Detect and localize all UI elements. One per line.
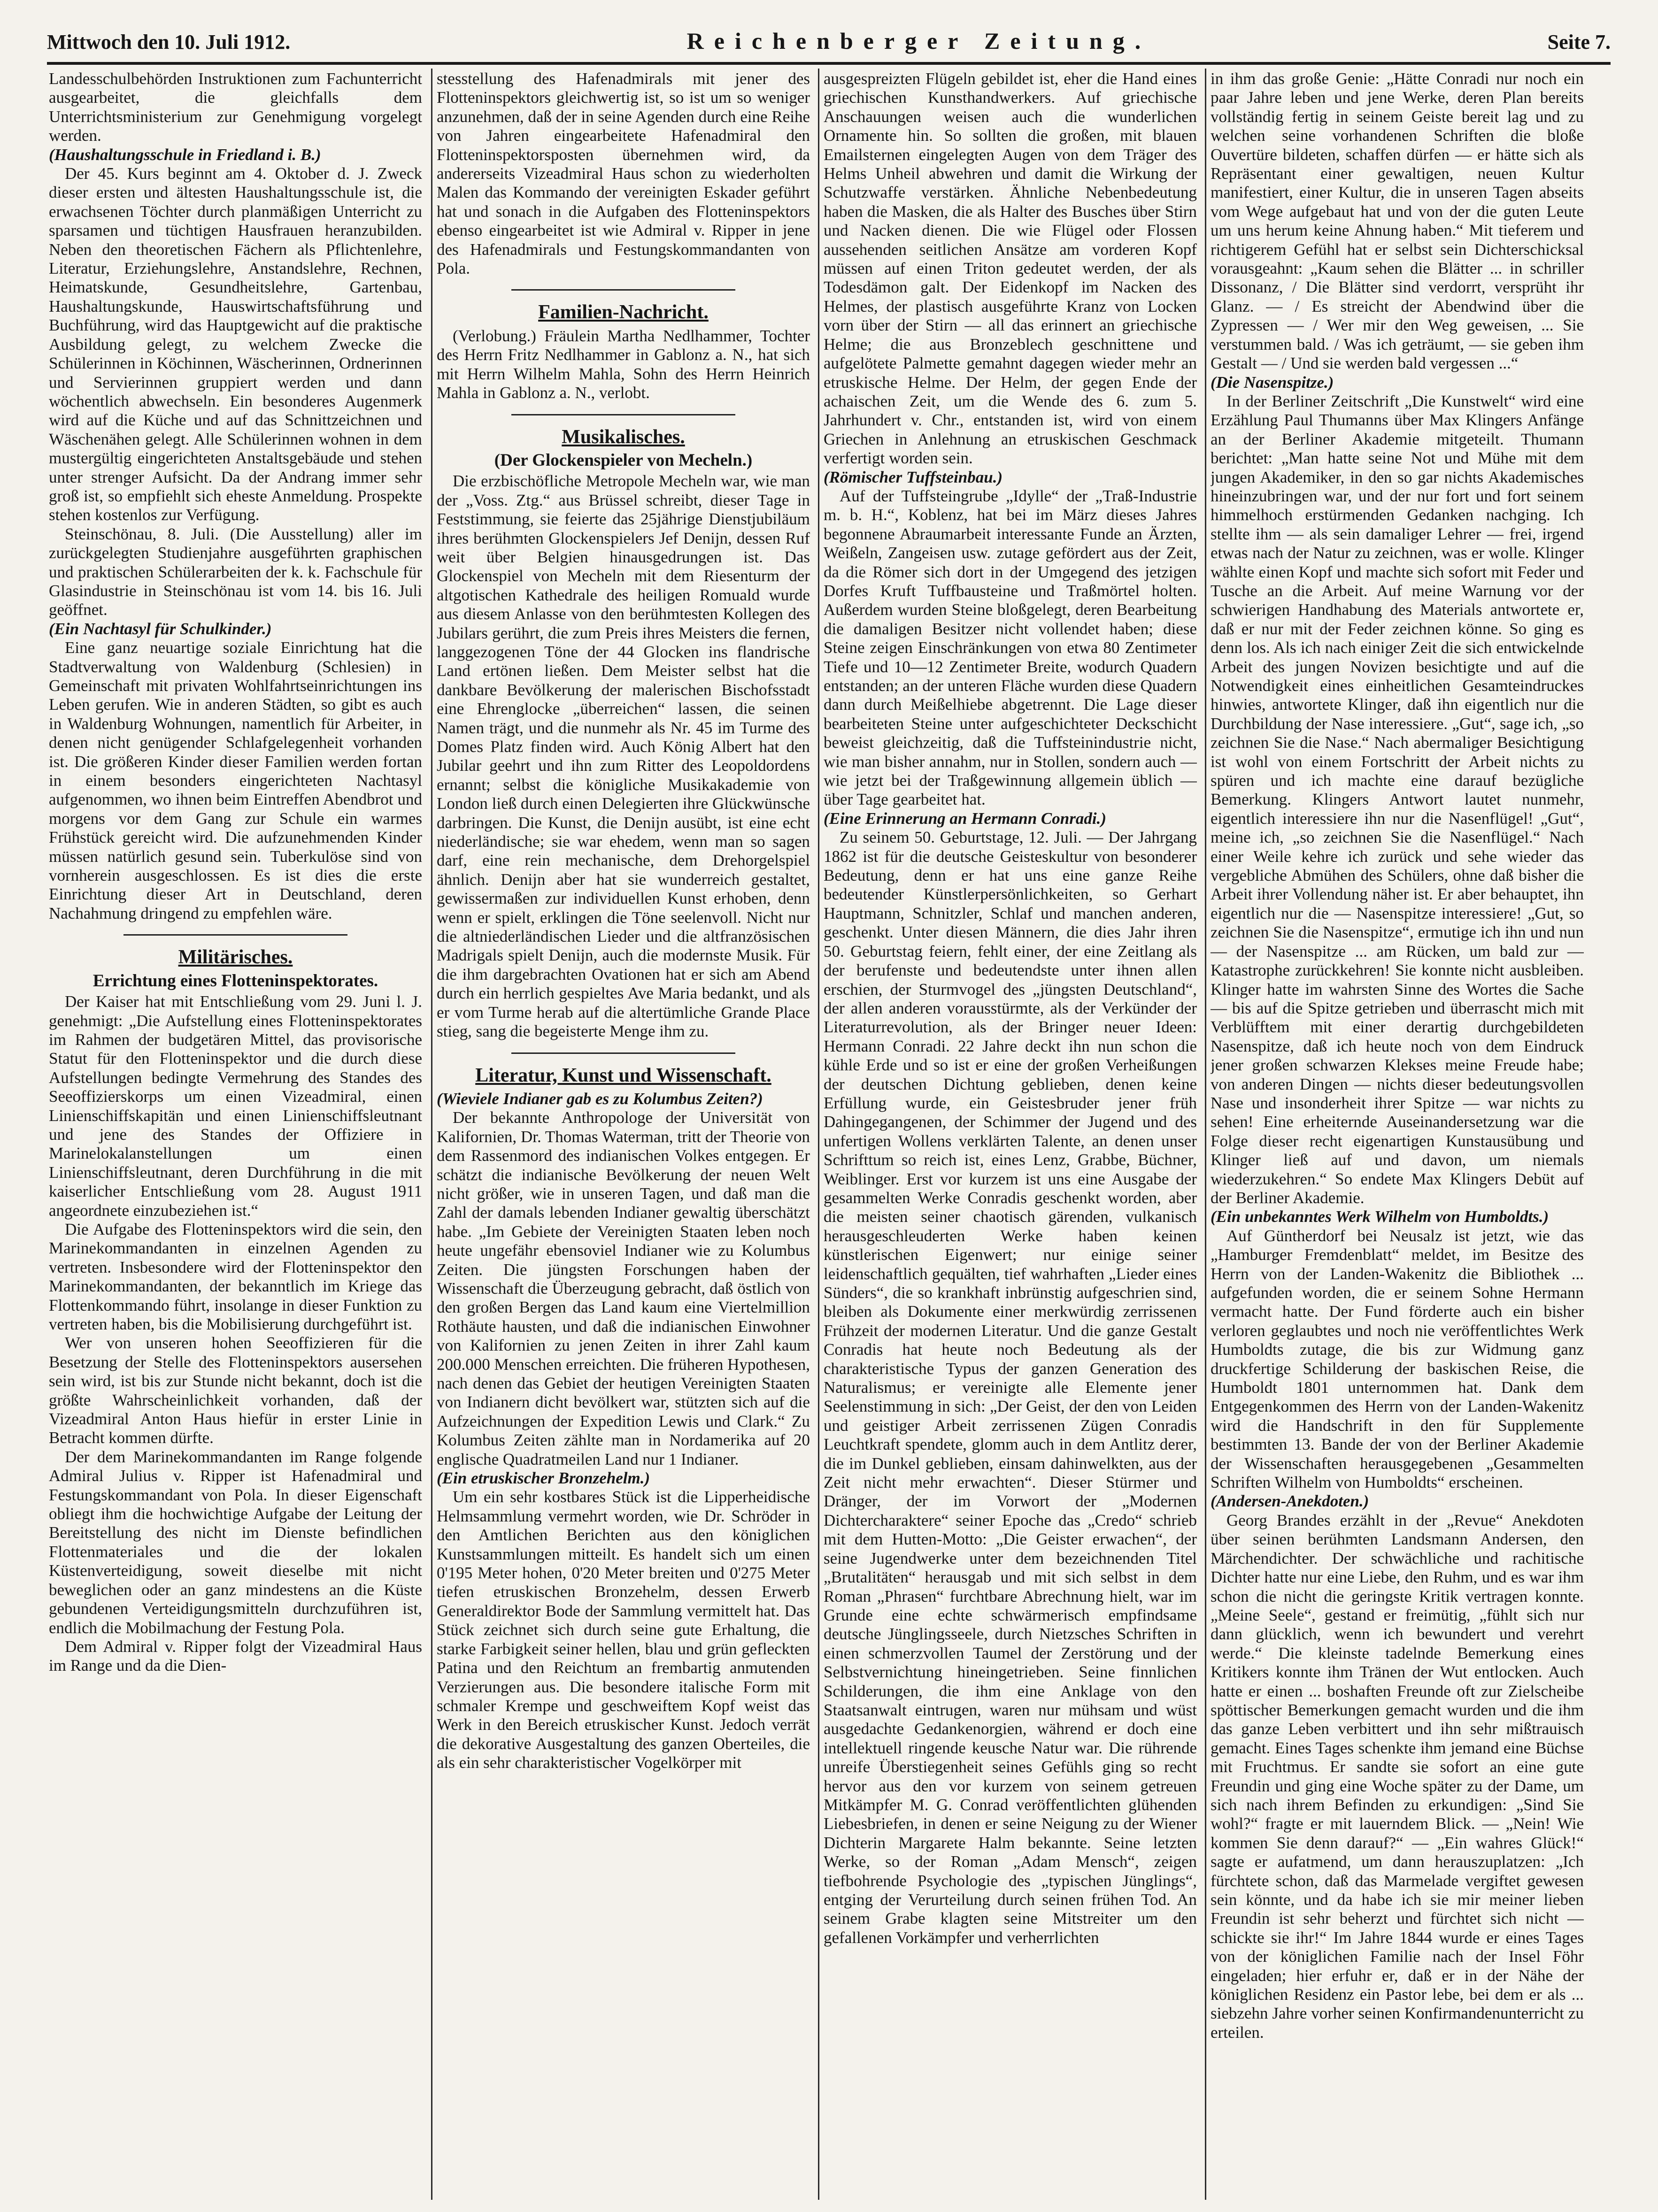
article-headline: Errichtung eines Flotteninspektorates. — [93, 971, 378, 991]
article-text: in ihm das große Genie: „Hätte Conradi nur noch ein paar Jahre leben und jene Werke, deren Plan bereits vollständig fertig in seinem Geiste bereit lag und zu welchen seine vorhandenen Schriften die bloße Ouvertüre bildeten, schaffen dürfen — er hätte sich als Repräsentant einer gewaltigen, neuen Kultur manifestiert, einer Kultur, die in unseren Tagen abseits vom Wege aufgebaut hat und von der die guten Leute um uns herum keine Ahnung haben.“ Mit tieferem und richtigerem Gefühl hat er selbst sein Dichterschicksal vorausgeahnt: „Kaum sehen die Blätter ... in schriller Dissonanz, / Die Blätter sind verdorrt, versprüht ihr Glanz. — / Es streicht der Abendwind über die Zypressen — / Wer mir den Weg geweisen, ... Sie verstummen bald. / Was ich geträumt, — sie geben ihm Gestalt — / Und sie werden bald vergessen ...“ — [1211, 69, 1584, 373]
article-title: (Eine Erinnerung an Hermann Conradi.) — [824, 809, 1106, 828]
newspaper-title: Reichenberger Zeitung. — [686, 28, 1151, 54]
column-1 — [49, 69, 422, 2196]
issue-date: Mittwoch den 10. Juli 1912. — [47, 31, 291, 54]
article-text: Georg Brandes erzählt in der „Revue“ Anekdoten über seinen berühmten Landsmann Andersen, den Märchendichter. Der schwächliche und rachitische Dichter hatte nur eine Liebe, den Ruhm, und es war ihm schon die nicht die geringste Kritik vertragen konnte. „Meine Seele“, gestand er freimütig, „fühlt sich nur dann glücklich, wenn ich bewundert und verehrt werde.“ Die kleinste tadelnde Bemerkung eines Kritikers konnte ihm Tränen der Wut entlocken. Auch hatte er einen ... boshaften Freunde oft zur Zielscheibe spöttischer Bemerkungen gemacht wurden und die ihm das ganze Leben verbittert und ihn sehr mißtrauisch gemacht. Eines Tages schenkte ihm jemand eine Büchse mit Fruchtmus. Er sandte sie sofort an eine gute Freundin und ging eine Woche später zu der Dame, um sich nach ihrem Befinden zu erkundigen: „Sind Sie wohl?“ fragte er mit lauerndem Blick. — „Nein! Wie kommen Sie denn darauf?“ — „Ein wahres Glück!“ sagte er aufatmend, um dann herauszuplatzen: „Ich fürchtete schon, daß das Marmelade vergiftet gewesen sein könnte, und da habe ich sie mir meiner lieben Freundin ist sehr beherzt und fürchtet sich nicht — schickte sie ihr!“ Im Jahre 1844 wurde er eines Tages von der königlichen Familie nach der Insel Föhr eingeladen; hier erfuhr er, daß er in der Nähe der königlichen Residenz ein Pastor lebe, bei dem er als ... siebzehn Jahre vorher seinen Konfirmandenunterricht zu erteilen. — [1211, 1511, 1584, 2042]
article-title: (Ein etruskischer Bronzehelm.) — [437, 1469, 650, 1488]
article-text: Eine ganz neuartige soziale Einrichtung hat die Stadtverwaltung von Waldenburg (Schlesien) in Gemeinschaft mit privaten Wohlfahrtseinrichtungen ins Leben gerufen. Wie in anderen Städten, so gibt es auch in Waldenburg Wohnungen, namentlich für Arbeiter, in denen nicht genügender Schlafgelegenheit vorhanden ist. Die größeren Kinder dieser Familien werden fortan in einem besonders eingerichteten Nachtasyl aufgenommen, wo ihnen beim Eintreffen Abendbrot und morgens vor dem Gang zur Schule ein warmes Frühstück gereicht wird. Die aufzunehmenden Kinder müssen natürlich gesund sein. Tuberkulöse sind von vornherein ausgeschlossen. Es ist dies die erste Einrichtung dieser Art in Deutschland, deren Nachahmung dringend zu empfehlen wäre. — [49, 638, 422, 922]
article-text: Der dem Marinekommandanten im Range folgende Admiral Julius v. Ripper ist Hafenadmiral und Festungskommandant von Pola. In dieser Eigenschaft obliegt ihm die hochwichtige Aufgabe der Leitung der Bereitstellung des nicht im Dienste befindlichen Flottenmateriales und die der lokalen Küstenverteidigung, soweit dieselbe mit nicht beweglichen oder an ganz mindestens an die Küste gebundenen Verteidigungsmitteln durchzuführen ist, endlich die Mobilmachung der Festung Pola. — [49, 1447, 422, 1637]
article-text: stesstellung des Hafenadmirals mit jener des Flotteninspektors gleichwertig ist, so ist um so weniger anzunehmen, daß der in seine Agenden durch eine Reihe von Jahren eingearbeitete Hafenadmiral den Flotteninspektorsposten übernehmen wird, da andererseits Vizeadmiral Haus schon zu wiederholten Malen das Kommando der vereinigten Eskader geführt hat und sonach in die Aufgaben des Flotteninspektors ebenso eingearbeitet ist wie Admiral v. Ripper in jene des Hafenadmirals und Festungskommandanten von Pola. — [437, 69, 810, 278]
column-3 — [824, 69, 1197, 2196]
article-text: Die erzbischöfliche Metropole Mecheln war, wie man der „Voss. Ztg.“ aus Brüssel schreibt, dieser Tage in Feststimmung, sie feierte das 25jährige Dienstjubiläum ihres berühmten Glockenspielers Jef Denijn, dessen Ruf weit über Belgien hinausgedrungen ist. Das Glockenspiel von Mecheln mit dem Riesenturm der altgotischen Kathedrale des heiligen Romuald wurde aus diesem Anlasse von den berühmtesten Kollegen des Jubilars gerührt, die zum Preis ihres Meisters die fernen, langgezogenen Töne der 44 Glocken ins flandrische Land ertönen ließen. Dem Meister selbst hat die dankbare Bevölkerung der malerischen Bischofsstadt eine Ehrenglocke „überreichen“ lassen, die seinen Namen trägt, und die nunmehr als Nr. 45 im Turme des Domes Platz finden wird. Auch König Albert hat den Jubilar geehrt und ihn zum Ritter des Leopoldordens ernannt; selbst die königliche Musikakademie von London ließ durch einen Delegierten ihre Glückwünsche darbringen. Die Kunst, die Denijn ausübt, ist eine echt niederländische; sie war ehedem, wenn man so sagen darf, eine rein mechanische, dem Drehorgelspiel ähnlich. Denijn aber hat sie wunderreich gestaltet, gewissermaßen zur individuellen Kunst erhoben, denn wenn er spielt, erklingen die Töne seelenvoll. Nicht nur die altniederländischen Lieder und die altfranzösischen Madrigals spielt Denijn, auch die modernste Musik. Für die ihm dargebrachten Ovationen hat er sich am Abend durch ein herrlich gespieltes Ave Maria bedankt, und als er vom Turme herab auf die altertümliche Grande Place stieg, sang die begeisterte Menge ihm zu. — [437, 472, 810, 1041]
masthead — [47, 27, 1611, 60]
column-2 — [437, 69, 810, 2196]
section-heading-literature: Literatur, Kunst und Wissenschaft. — [475, 1064, 771, 1086]
section-rule — [511, 1052, 735, 1054]
section-heading-military: Militärisches. — [178, 946, 293, 968]
page-number: Seite 7. — [1547, 31, 1611, 54]
masthead-rule — [47, 62, 1611, 65]
article-text: Dem Admiral v. Ripper folgt der Vizeadmiral Haus im Range und da die Dien- — [49, 1637, 422, 1675]
article-text: ausgespreizten Flügeln gebildet ist, eher die Hand eines griechischen Kunsthandwerkers. Auf griechische Anschauungen weisen auch die wunderlichen Ornamente hin. So sollten die großen, mit blauen Emailsternen eingelegten Augen von dem Träger des Helms Unheil abwehren und damit die Wirkung der Schutzwaffe verstärken. Ähnliche Nebenbedeutung haben die Masken, die als Halter des Busches über Stirn und Nacken dienen. Die wie Flügel oder Flossen aussehenden seitlichen Ansätze am vorderen Kopf müssen auf einen Triton gedeutet werden, der als Todesdämon galt. Der Eidenkopf im Nacken des Helmes, der plastisch ausgeführte Kranz von Locken vorn über der Stirn — all das erinnert an griechische Helme; die aus Bronzeblech geschnittene und aufgelötete Palmette gemahnt dagegen wieder mehr an etruskische Helme. Der Helm, der gegen Ende der achaischen Zeit, um die Wende des 6. zum 5. Jahrhundert v. Chr., entstanden ist, wird von einem Griechen in Anlehnung an etruskischen Geschmack verfertigt worden sein. — [824, 69, 1197, 468]
column-4 — [1211, 69, 1584, 2196]
section-rule — [511, 289, 735, 291]
article-text: Steinschönau, 8. Juli. (Die Ausstellung) aller im zurückgelegten Studienjahre ausgeführten graphischen und praktischen Schülerarbeiten der k. k. Fachschule für Glasindustrie in Steinschönau ist vom 14. bis 16. Juli geöffnet. — [49, 524, 422, 619]
article-title: (Ein Nachtasyl für Schulkinder.) — [49, 619, 272, 638]
article-headline: (Der Glockenspieler von Mecheln.) — [494, 450, 753, 470]
article-title: (Andersen-Anekdoten.) — [1211, 1492, 1369, 1511]
article-text: (Verlobung.) Fräulein Martha Nedlhammer, Tochter des Herrn Fritz Nedlhammer in Gablonz a. N., hat sich mit Herrn Wilhelm Mahla, Sohn des Herrn Heinrich Mahla in Gablonz a. N., verlobt. — [437, 326, 810, 402]
article-title: (Die Nasenspitze.) — [1211, 373, 1334, 392]
article-text: Auf Güntherdorf bei Neusalz ist jetzt, wie das „Hamburger Fremdenblatt“ meldet, im Besitze des Herrn von der Landen-Wakenitz die Bibliothek ... aufgefunden worden, die er seinem Sohne Hermann vermacht hatte. Der Fund förderte auch ein bisher verloren geglaubtes und noch nie veröffentlichtes Werk Humboldts zutage, die bis zur Widmung ganz druckfertige Schilderung der baskischen Reise, die Humboldt 1801 unternommen hat. Dank dem Entgegenkommen des Herrn von der Landen-Wakenitz wird die Handschrift in den für Supplemente bestimmten 13. Bande der von der Berliner Akademie der Wissenschaften herausgegebenen „Gesammelten Schriften Wilhelm von Humboldts“ erscheinen. — [1211, 1226, 1584, 1492]
article-text: Der bekannte Anthropologe der Universität von Kalifornien, Dr. Thomas Waterman, tritt der Theorie von dem Rassenmord des indianischen Volkes entgegen. Er schätzt die indianische Bevölkerung der neuen Welt nicht größer, wie in unseren Tagen, und daß man die Zahl der damals lebenden Indianer gewaltig überschätzt habe. „Im Gebiete der Vereinigten Staaten leben noch heute ungefähr ebensoviel Indianer wie zu Kolumbus Zeiten. Die jüngsten Forschungen haben der Wissenschaft die Überzeugung gebracht, daß östlich von den großen Bergen das Land kaum eine Viertelmillion Rothäute hausten, und daß die indianischen Einwohner von Kalifornien zu jenen Zeiten in ihrer Zahl kaum 200.000 Menschen erreichten. Die früheren Hypothesen, nach denen das Gebiet der heutigen Vereinigten Staaten von Indianern dicht bevölkert war, stützten sich auf die Aufzeichnungen der Expedition Lewis und Clark.“ Zu Kolumbus Zeiten zählte man in Nordamerika auf 20 englische Quadratmeilen Land nur 1 Indianer. — [437, 1108, 810, 1468]
section-heading-family: Familien-Nachricht. — [538, 301, 709, 323]
article-title: (Wieviele Indianer gab es zu Kolumbus Zeiten?) — [437, 1089, 763, 1108]
article-text: Die Aufgabe des Flotteninspektors wird die sein, den Marinekommandanten in einzelnen Agenden zu vertreten. Insbesondere wird der Flotteninspektor den Marinekommandanten, der bekanntlich im Kriege das Flottenkommando führt, insolange in dieser Funktion zu vertreten haben, bis die Mobilisierung durchgeführt ist. — [49, 1220, 422, 1333]
column-divider — [431, 69, 432, 2200]
article-text: In der Berliner Zeitschrift „Die Kunstwelt“ wird eine Erzählung Paul Thumanns über Max Klingers Anfänge an der Berliner Akademie mitgeteilt. Thumann berichtet: „Man hatte seine Not und Mühe mit dem jungen Akademiker, in den so gar nichts Akademisches hineinzubringen war, und der nur fort und fort seinem himmelhoch erstürmenden Gedanken nachging. Ich stellte ihm — als sein damaliger Lehrer — frei, irgend etwas nach der Natur zu zeichnen, was er wolle. Klinger wählte einen Kopf und machte sich sofort mit Feder und Tusche an die Arbeit. Auf meine Warnung vor der schwierigen Handhabung des Materials antwortete er, daß er nur mit der Feder zeichnen könne. So ging es denn los. Als ich nach einiger Zeit die sich entwickelnde Arbeit des jungen Novizen besichtigte und auf die Notwendigkeit eines einheitlichen Gesamteindruckes hinwies, antwortete Klinger, daß ihn eigentlich nur die Durchbildung der Nase interessiere. „Gut“, sage ich, „so zeichnen Sie die Nase.“ Nach abermaliger Besichtigung ist wohl von einem Fortschritt der Arbeit nichts zu spüren und ich machte eine darauf bezügliche Bemerkung. Klingers Antwort lautet nunmehr, eigentlich interessiere ihn nur die Nasenflügel! „Gut“, meine ich, „so zeichnen Sie die Nasenflügel.“ Nach einer Weile kehre ich zurück und sehe wieder das vergebliche Abmühen des Schülers, ohne daß bisher die Arbeit ihrer Vollendung näher ist. Er aber behauptet, ihn eigentlich nur die — Nasenspitze interessiere! „Gut, so zeichnen Sie die Nasenspitze“, ermutige ich ihn und nun — der Nasenspitze ... am Rücken, um bald zur — Katastrophe zurückkehren! Sie konnte nicht ausbleiben. Klinger hatte im wahrsten Sinne des Wortes die Sache — bis auf die Spitze getrieben und überrascht mich mit Verblüfftem mit einer derartig durchgebildeten Nasenspitze, daß ich heute noch von dem Eindruck jener großen schwarzen Klekses meine Freude habe; von anderen Dingen — nichts dieser bedeutungsvollen Nase und insonderheit ihrer Spitze — war nichts zu sehen! Eine erheiternde Auseinandersetzung war die Folge dieser recht eigenartigen Kunstausübung und Klinger ließ auf und davon, um niemals wiederzukehren.“ So endete Max Klingers Debüt auf der Berliner Akademie. — [1211, 392, 1584, 1207]
section-heading-music: Musikalisches. — [562, 426, 685, 448]
article-text: Wer von unseren hohen Seeoffizieren für die Besetzung der Stelle des Flotteninspektors ausersehen sein wird, ist bis zur Stunde nicht bekannt, doch ist die größte Wahrscheinlichkeit vorhanden, daß der Vizeadmiral Anton Haus hiefür in erster Linie in Betracht kommen dürfte. — [49, 1334, 422, 1447]
column-divider — [818, 69, 819, 2200]
article-text: Landesschulbehörden Instruktionen zum Fachunterricht ausgearbeitet, die gleichfalls dem Unterrichtsministerium zur Genehmigung vorgelegt werden. — [49, 69, 422, 145]
article-text: Zu seinem 50. Geburtstage, 12. Juli. — Der Jahrgang 1862 ist für die deutsche Geisteskultur von besonderer Bedeutung, denn er hat uns eine ganze Reihe bedeutender Künstlerpersönlichkeiten, so Gerhart Hauptmann, Schnitzler, Schlaf und manchen anderen, geschenkt. Unter diesen Männern, die dies Jahr ihren 50. Geburtstag feiern, fehlt einer, der eine Zeitlang als der berufenste und bedeutendste unter ihnen allen erschien, der Sturmvogel des „jüngsten Deutschland“, der allen anderen vorausstürmte, als der Verkünder der Literaturrevolution, als der Bringer neuer Ideen: Hermann Conradi. 22 Jahre deckt ihn nun schon die kühle Erde und so ist er eine der großen Verheißungen der deutschen Dichtung geblieben, denen keine Erfüllung wurde, ein Geistesbruder jener früh Dahingegangenen, der Schimmer der Jugend und des unfertigen Wollens verklärten Talente, an denen unser Schrifttum so reich ist, eines Lenz, Grabbe, Büchner, Weiblinger. Erst vor kurzem ist uns eine Ausgabe der gesammelten Werke Conradis geschenkt worden, aber die meisten seiner chaotisch gärenden, vulkanisch herausgeschleuderten Werke haben keinen künstlerischen Eigenwert; nur einige seiner leidenschaftlich gequälten, tief wahrhaften „Lieder eines Sünders“, die so krankhaft inbrünstig aufgeschrien sind, bleiben als Dokumente einer merkwürdig zerrissenen Frühzeit der modernen Literatur. Und die ganze Gestalt Conradis hat heute noch Bedeutung als der charakteristische Typus der ganzen Generation des Naturalismus; er vereinigte alle Elemente jener Seelenstimmung in sich: „Der Geist, der den von Leiden und geistiger Arbeit zerrissenen Zügen Conradis Leuchtkraft spendete, glomm auch in dem Antlitz derer, die im Dunkel geblieben, einsam dahinwelkten, aus der Zeit nicht mehr erwachten“. Dieser Stürmer und Dränger, der im Vorwort der „Modernen Dichtercharaktere“ seiner Epoche das „Credo“ schrieb mit dem Hutten-Motto: „Die Geister erwachen“, der seine Jugendwerke unter dem bezeichnenden Titel „Brutalitäten“ herausgab und mit sich selbst in dem Roman „Phrasen“ furchtbare Abrechnung hielt, war im Grunde eine echte schwärmerisch empfindsame deutsche Jünglingsseele, durch Nietzsches Schriften in einen schmerzvollen Taumel der Zerstörung und der Selbstvernichtung hineingetrieben. Seine finnlichen Schilderungen, die ihm eine Anklage von den Staatsanwalt eintrugen, waren nur mühsam und wüst ausgedachte Gedankenorgien, während er doch eine intellektuell ringende keusche Natur war. Die rührende unreife Überstiegenheit seines Gefühls ging so recht hervor aus den vor kurzem von seinem getreuen Mitkämpfer M. G. Conrad veröffentlichten glühenden Liebesbriefen, in denen er seine Neigung zu der Wiener Dichterin Margarete Halm bekannte. Seine letzten Werke, so der Roman „Adam Mensch“, zeigen tiefbohrende Psychologie des „typischen Jünglings“, entging der Verurteilung durch seinen frühen Tod. An seinem Grabe klagten seine Mitstreiter um den gefallenen Vorkämpfer und verherrlichten — [824, 828, 1197, 1947]
section-rule — [123, 934, 347, 936]
article-text: Auf der Tuffsteingrube „Idylle“ der „Traß-Industrie m. b. H.“, Koblenz, hat bei im März dieses Jahres begonnene Abraumarbeit interessante Funde an Ärzten, Weißeln, Zangeisen usw. zutage gefördert aus der Zeit, da die Römer sich dort in der Umgegend des jetzigen Dorfes Kruft Tuffbausteine und Traßmörtel holten. Außerdem wurden Steine bloßgelegt, deren Bearbeitung die damaligen Besitzer nicht vollendet haben; diese Steine zeigen Einschränkungen von etwa 80 Zentimeter Tiefe und 10—12 Zentimeter Breite, wodurch Quadern entstanden; an der unteren Fläche wurden diese Quadern dann durch Meißelhiebe abgetrennt. Die Lage dieser bearbeiteten Steine unter aufgeschichteter Deckschicht beweist gleichzeitig, daß die Tuffsteinindustrie nicht, wie man bisher annahm, nur in Stollen, sondern auch — wie jetzt bei der Traßgewinnung allgemein üblich — über Tage gearbeitet hat. — [824, 486, 1197, 809]
article-title: (Ein unbekanntes Werk Wilhelm von Humboldts.) — [1211, 1207, 1549, 1226]
article-text: Der Kaiser hat mit Entschließung vom 29. Juni l. J. genehmigt: „Die Aufstellung eines Flotteninspektorates im Rahmen der budgetären Mittel, das provisorische Statut für den Flotteninspektor und die durch diese Aufstellungen bedingte Vermehrung des Standes des Seeoffizierskorps um einen Vizeadmiral, einen Linienschiffskapitän und einen Linienschiffsleutnant und jene des Standes der Offiziere in Marinelokalanstellungen um einen Linienschiffsleutnant, deren Durchführung in die mit kaiserlicher Entschließung vom 28. August 1911 angeordnete einzubeziehen ist.“ — [49, 992, 422, 1220]
article-title: (Römischer Tuffsteinbau.) — [824, 468, 1003, 486]
article-title: (Haushaltungsschule in Friedland i. B.) — [49, 145, 321, 164]
article-text: Um ein sehr kostbares Stück ist die Lipperheidische Helmsammlung vermehrt worden, wie Dr. Schröder in den Amtlichen Berichten aus den königlichen Kunstsammlungen mitteilt. Es handelt sich um einen 0'195 Meter hohen, 0'20 Meter breiten und 0'275 Meter tiefen etruskischen Bronzehelm, dessen Erwerb Generaldirektor Bode der Sammlung vermittelt hat. Das Stück zeichnet sich durch seine gute Erhaltung, die starke Farbigkeit seiner hellen, blau und grün gefleckten Patina und den Reichtum an frembartig anmutenden Verzierungen aus. Die besondere italische Form mit schmaler Krempe und geschweiftem Kopf weist das Werk in den Bereich etruskischer Kunst. Jedoch verrät die dekorative Ausgestaltung des ganzen Oberteiles, die als ein sehr charakteristischer Vogelkörper mit — [437, 1488, 810, 1772]
article-text: Der 45. Kurs beginnt am 4. Oktober d. J. Zweck dieser ersten und ältesten Haushaltungsschule ist, die erwachsenen Töchter durch planmäßigen Unterricht zu sparsamen und tüchtigen Hausfrauen heranzubilden. Neben den theoretischen Fächern als Pflichtenlehre, Literatur, Erziehungslehre, Anstandslehre, Rechnen, Heimatskunde, Gesundheitslehre, Gartenbau, Haushaltungskunde, Hauswirtschaftsführung und Buchführung, wird das Hauptgewicht auf die praktische Ausbildung gelegt, zu welchem Zwecke die Schülerinnen in Köchinnen, Wäscherinnen, Ordnerinnen und Servierinnen gruppiert werden und dann wöchentlich abwechseln. Ein besonderes Augenmerk wird auf die Küche und auf das Schnittzeichnen und Wäschenähen gelegt. Alle Schülerinnen wohnen in dem mustergültig eingerichteten Anstaltsgebäude und stehen unter strenger Aufsicht. Da der Andrang immer sehr groß ist, so empfiehlt sich eheste Anmeldung. Prospekte stehen kostenlos zur Verfügung. — [49, 164, 422, 524]
section-rule — [511, 414, 735, 415]
column-divider — [1205, 69, 1206, 2200]
